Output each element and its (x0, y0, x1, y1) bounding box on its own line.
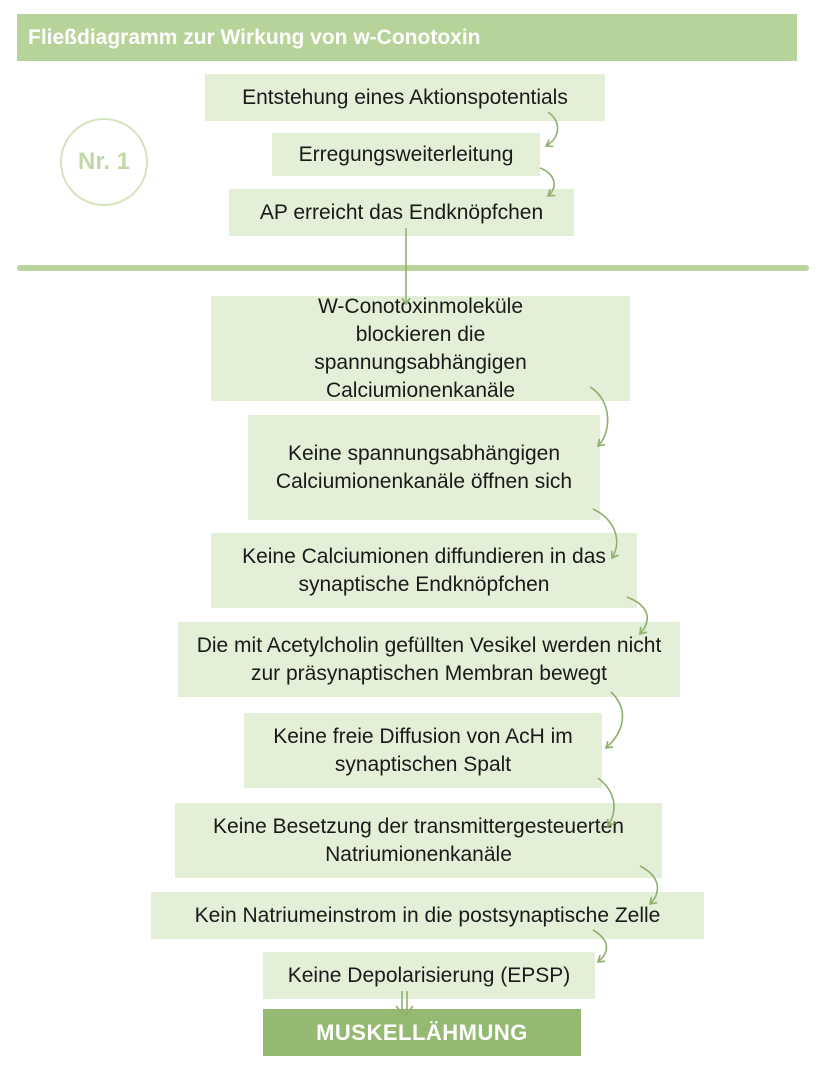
section-divider (17, 265, 809, 271)
flow-step-5: Keine spannungsabhängigen Calciumionenkanäle öffnen sich (248, 415, 600, 520)
flow-step-8: Keine freie Diffusion von AcH im synaptischen Spalt (244, 713, 602, 788)
flow-step-7: Die mit Acetylcholin gefüllten Vesikel werden nicht zur präsynaptischen Membran bewegt (178, 622, 680, 697)
flow-step-4: W-Conotoxinmoleküle blockieren die spannungsabhängigen Calciumionenkanäle (211, 296, 630, 401)
flow-step-6: Keine Calciumionen diffundieren in das synaptische Endknöpfchen (211, 533, 637, 608)
result-box: MUSKELLÄHMUNG (263, 1009, 581, 1056)
diagram-title: Fließdiagramm zur Wirkung von w-Conotoxin (17, 14, 797, 61)
flow-step-11: Keine Depolarisierung (EPSP) (263, 952, 595, 999)
flow-step-9: Keine Besetzung der transmittergesteuerten Natriumionenkanäle (175, 803, 662, 878)
flow-step-1: Entstehung eines Aktionspotentials (205, 74, 605, 121)
flow-step-10: Kein Natriumeinstrom in die postsynaptische Zelle (151, 892, 704, 939)
step-number-badge: Nr. 1 (60, 118, 148, 206)
arrow-7 (606, 692, 622, 748)
flow-step-2: Erregungsweiterleitung (272, 133, 540, 176)
flow-step-3: AP erreicht das Endknöpfchen (229, 189, 574, 236)
